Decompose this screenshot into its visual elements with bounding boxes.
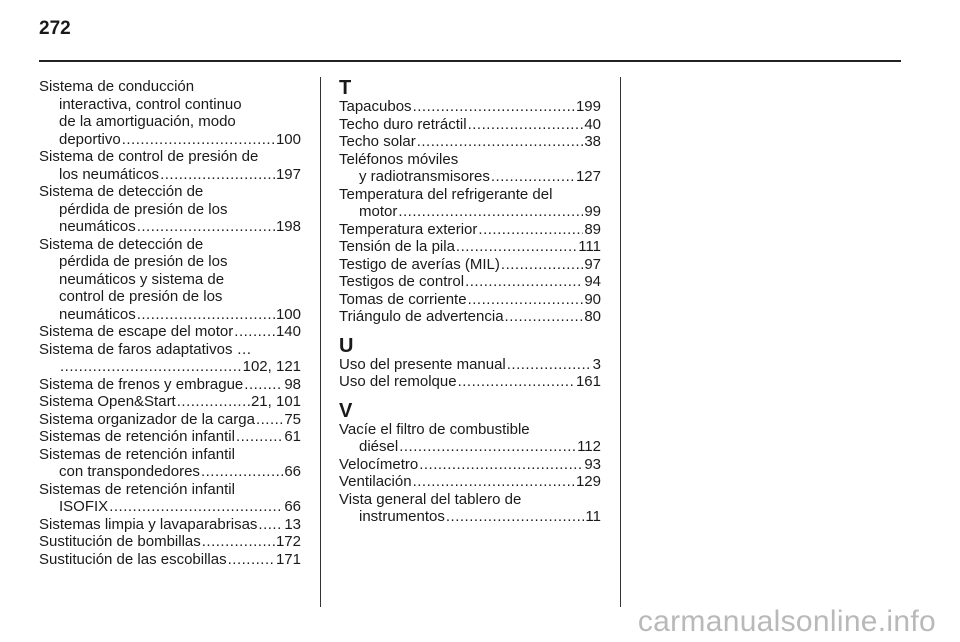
index-entry: [339, 98, 601, 116]
page-reference[interactable]: 199: [575, 98, 601, 115]
entry-term-line: [39, 463, 301, 481]
index-entry: [339, 308, 601, 326]
entry-term: Sistema de escape del motor: [39, 323, 234, 340]
page-reference[interactable]: 198: [275, 218, 301, 235]
entry-term-line: [339, 438, 601, 456]
entry-term-line: [339, 291, 601, 309]
entry-term: diésel: [359, 438, 399, 455]
index-entry: [339, 256, 601, 274]
entry-term-line: Sistema de faros adaptativos …: [39, 340, 252, 358]
page-reference[interactable]: 98: [284, 375, 301, 393]
dot-leader: [399, 438, 576, 456]
entry-term-line: de la amortiguación, modo: [59, 113, 236, 130]
section-letter: V: [339, 399, 353, 422]
entry-term-line: pérdida de presión de los: [59, 253, 228, 270]
entry-term-line: [39, 428, 301, 446]
entry-term: Techo duro retráctil: [339, 115, 467, 133]
entry-term-line: Vacíe el filtro de combustible: [339, 420, 530, 438]
dot-leader: [468, 291, 584, 309]
dot-leader: [413, 98, 575, 116]
entry-term-line: [339, 473, 601, 491]
entry-term-line: [39, 323, 301, 341]
entry-term: ISOFIX: [59, 498, 109, 515]
index-entry: [39, 551, 301, 569]
entry-term: motor: [359, 203, 398, 220]
index-entry: [39, 481, 301, 516]
page-reference[interactable]: 129: [575, 473, 601, 490]
entry-term: neumáticos: [59, 305, 136, 323]
entry-term: y radiotransmisores: [359, 168, 490, 185]
entry-term-line: [339, 508, 601, 526]
entry-term: instrumentos: [359, 508, 445, 525]
entry-term-line: [339, 456, 601, 474]
page-reference[interactable]: 90: [584, 290, 601, 308]
page-reference[interactable]: 97: [584, 255, 601, 273]
entry-term: Sistema organizador de la carga: [39, 410, 255, 428]
entry-term: Sistema de frenos y embrague: [39, 375, 244, 393]
entry-term-line: Temperatura del refrigerante del: [339, 185, 553, 203]
entry-term: los neumáticos: [59, 165, 160, 183]
page-reference[interactable]: 100: [275, 130, 301, 148]
dot-leader: [413, 473, 575, 491]
page-reference[interactable]: 140: [275, 323, 301, 340]
page-reference[interactable]: 93: [584, 455, 601, 473]
index-entry: [39, 533, 301, 551]
page-reference[interactable]: 40: [584, 115, 601, 133]
entry-term-line: Sistema de conducción: [39, 78, 195, 95]
dot-leader: [491, 168, 575, 186]
index-column-left: [39, 78, 301, 568]
entry-term-line: [39, 498, 301, 516]
page-reference[interactable]: 3: [592, 355, 601, 373]
entry-term-line: [339, 373, 601, 391]
entry-term: Sistema Open&Start: [39, 393, 176, 410]
dot-leader: [256, 411, 283, 429]
entry-term: neumáticos: [59, 218, 136, 235]
entry-term: Uso del presente manual: [339, 355, 506, 373]
dot-leader: [417, 133, 584, 151]
dot-leader: [456, 238, 577, 256]
dot-leader: [160, 166, 275, 184]
entry-term: Sistemas limpia y lavaparabrisas: [39, 515, 258, 533]
entry-term-line: [39, 393, 301, 411]
page-reference[interactable]: 13: [284, 515, 301, 533]
page-reference[interactable]: 127: [575, 168, 601, 185]
page-reference[interactable]: 197: [275, 165, 301, 183]
dot-leader: [201, 463, 283, 481]
entry-term-line: pérdida de presión de los: [59, 200, 228, 218]
page-reference[interactable]: 111: [578, 238, 601, 255]
index-entry: [339, 421, 601, 456]
dot-leader: [137, 218, 275, 236]
entry-term-line: [39, 551, 301, 569]
index-entry: [339, 373, 601, 391]
page-reference[interactable]: 172: [275, 533, 301, 550]
entry-term: Ventilación: [339, 473, 412, 490]
section-letter: U: [339, 334, 354, 357]
index-entry: [39, 148, 301, 183]
entry-term: Triángulo de advertencia: [339, 308, 504, 325]
dot-leader: [446, 508, 585, 526]
watermark: carmanualsonline.info: [637, 605, 936, 638]
index-entry: [339, 133, 601, 151]
entry-term-line: [39, 376, 301, 394]
entry-term-line: [39, 218, 301, 236]
index-entry: [339, 291, 601, 309]
entry-term-line: Vista general del tablero de: [339, 490, 522, 508]
page-reference[interactable]: 112: [577, 438, 601, 455]
page-reference[interactable]: 38: [584, 133, 601, 150]
dot-leader: [458, 373, 575, 391]
entry-term-line: [339, 308, 601, 326]
dot-leader: [468, 116, 584, 134]
entry-term: Tapacubos: [339, 98, 412, 115]
page-reference[interactable]: 99: [584, 203, 601, 220]
column-divider: [620, 77, 621, 607]
index-entry: [339, 221, 601, 239]
dot-leader: [507, 356, 592, 374]
page-reference[interactable]: 102, 121: [242, 358, 301, 375]
index-entry: [339, 491, 601, 526]
header-rule: [39, 60, 901, 62]
page-number: 272: [39, 18, 71, 39]
dot-leader: [122, 131, 275, 149]
index-entry: [339, 116, 601, 134]
entry-term-line: [39, 306, 301, 324]
dot-leader: [228, 551, 275, 569]
entry-term-line: interactiva, control continuo: [59, 95, 242, 113]
page-reference[interactable]: 66: [284, 498, 301, 515]
entry-term: Sistemas de retención infantil: [39, 428, 235, 445]
entry-term-line: neumáticos y sistema de: [59, 270, 225, 288]
index-entry: [339, 473, 601, 491]
entry-term: con transpondedores: [59, 463, 200, 480]
index-column-right: [339, 78, 601, 526]
index-entry: [39, 516, 301, 534]
dot-leader: [137, 306, 275, 324]
page-reference[interactable]: 94: [584, 273, 601, 290]
entry-term-line: [339, 203, 601, 221]
entry-term-line: [39, 516, 301, 534]
dot-leader: [60, 358, 242, 376]
dot-leader: [398, 203, 583, 221]
entry-term: Sustitución de bombillas: [39, 533, 201, 550]
entry-term-line: [339, 356, 601, 374]
entry-term: Techo solar: [339, 133, 416, 150]
dot-leader: [234, 323, 275, 341]
page-reference[interactable]: 61: [284, 428, 301, 445]
dot-leader: [236, 428, 283, 446]
index-entry: [39, 393, 301, 411]
entry-term-line: [39, 131, 301, 149]
entry-term-line: [39, 533, 301, 551]
entry-term-line: [39, 411, 301, 429]
entry-term-line: [39, 166, 301, 184]
dot-leader: [109, 498, 283, 516]
index-entry: [39, 428, 301, 446]
index-entry: [339, 151, 601, 186]
index-entry: [39, 183, 301, 236]
entry-term-line: Sistemas de retención infantil: [39, 445, 235, 463]
entry-term-line: Sistemas de retención infantil: [39, 480, 235, 498]
page-reference[interactable]: 11: [585, 508, 601, 525]
entry-term-line: [339, 98, 601, 116]
dot-leader: [505, 308, 584, 326]
entry-term: Testigo de averías (MIL): [339, 255, 500, 273]
entry-term-line: Sistema de detección de: [39, 183, 204, 200]
entry-term-line: [339, 133, 601, 151]
entry-term-line: [339, 116, 601, 134]
entry-term-line: [339, 168, 601, 186]
index-entry: [39, 411, 301, 429]
index-entry: [339, 356, 601, 374]
index-entry: [39, 236, 301, 324]
dot-leader: [244, 376, 283, 394]
entry-term: Velocímetro: [339, 455, 419, 473]
index-entry: [39, 376, 301, 394]
entry-term-line: [339, 256, 601, 274]
entry-term-line: [39, 358, 301, 376]
index-entry: [39, 446, 301, 481]
dot-leader: [177, 393, 250, 411]
entry-term-line: [339, 238, 601, 256]
dot-leader: [501, 256, 583, 274]
index-entry: [39, 78, 301, 148]
entry-term: deportivo: [59, 130, 121, 148]
dot-leader: [258, 516, 283, 534]
page-reference[interactable]: 171: [275, 550, 301, 568]
dot-leader: [478, 221, 583, 239]
entry-term: Testigos de control: [339, 273, 465, 290]
entry-term-line: Teléfonos móviles: [339, 150, 459, 168]
dot-leader: [465, 273, 583, 291]
section-letter: T: [339, 77, 352, 99]
entry-term-line: Sistema de control de presión de: [39, 148, 259, 165]
index-entry: [39, 341, 301, 376]
column-divider: [320, 77, 321, 607]
index-entry: [339, 238, 601, 256]
entry-term-line: control de presión de los: [59, 288, 223, 305]
page-reference[interactable]: 89: [584, 220, 601, 238]
entry-term: Temperatura exterior: [339, 220, 478, 238]
index-entry: [339, 456, 601, 474]
entry-term: Tensión de la pila: [339, 238, 455, 255]
entry-term: Sustitución de las escobillas: [39, 550, 227, 568]
index-entry: [339, 273, 601, 291]
page-reference[interactable]: 66: [284, 463, 301, 480]
page-reference[interactable]: 100: [275, 305, 301, 323]
entry-term-line: [339, 273, 601, 291]
page-reference[interactable]: 21, 101: [250, 393, 301, 410]
dot-leader: [202, 533, 275, 551]
page-reference[interactable]: 161: [575, 373, 601, 390]
entry-term-line: [339, 221, 601, 239]
entry-term: Uso del remolque: [339, 373, 457, 390]
page-reference[interactable]: 75: [284, 410, 301, 428]
entry-term-line: Sistema de detección de: [39, 235, 204, 253]
dot-leader: [419, 456, 583, 474]
index-entry: [39, 323, 301, 341]
page-reference[interactable]: 80: [584, 308, 601, 325]
index-entry: [339, 186, 601, 221]
entry-term: Tomas de corriente: [339, 290, 467, 308]
